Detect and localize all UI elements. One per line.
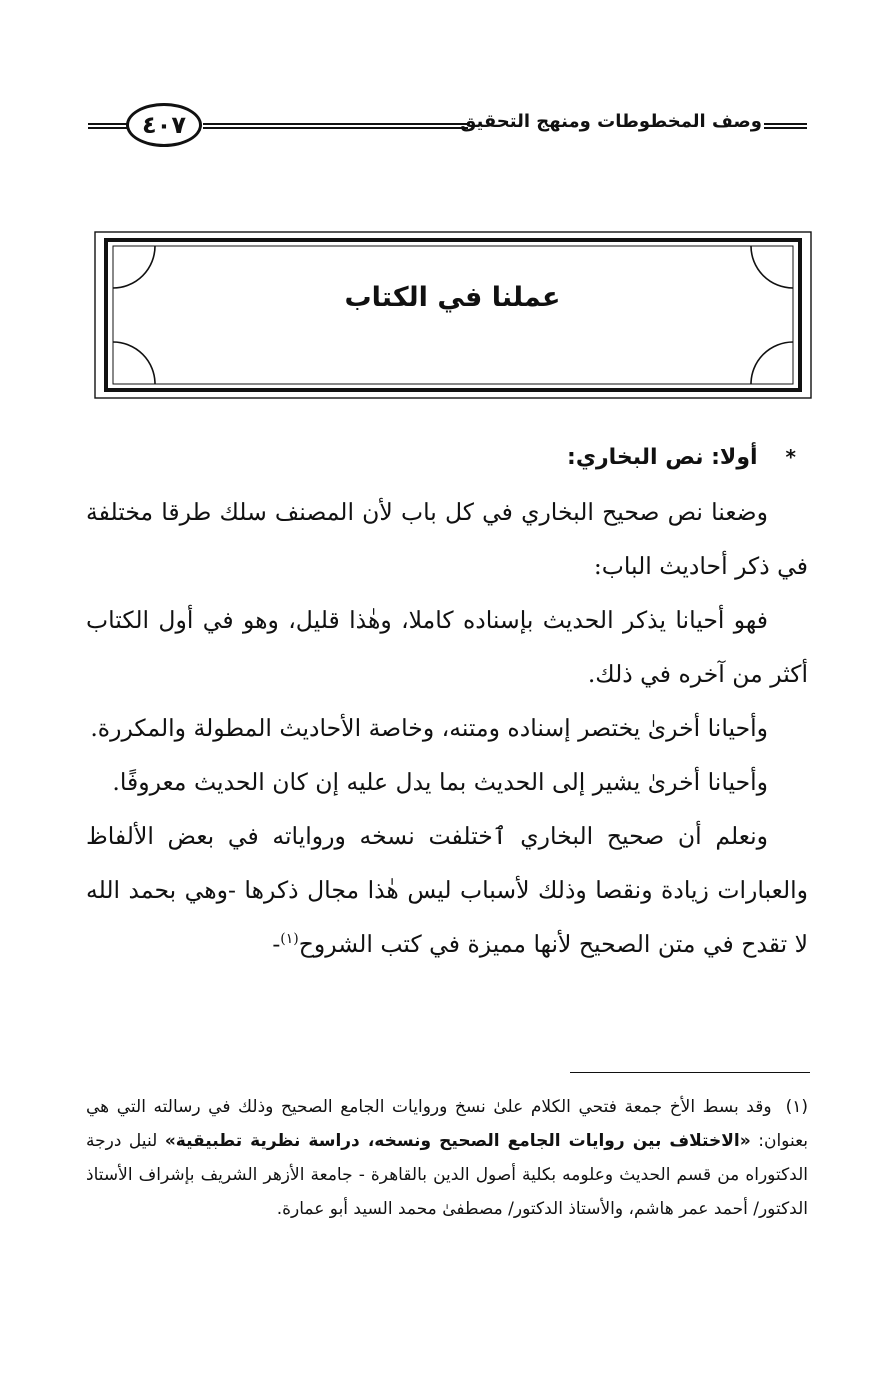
footnote-separator (570, 1072, 810, 1073)
body-text (86, 430, 808, 971)
page-number: ٤٠٧ (142, 111, 186, 139)
running-title: وصف المخطوطات ومنهج التحقيق (460, 111, 762, 132)
footnote (86, 1090, 808, 1226)
page-number-oval (126, 103, 202, 147)
footnote-bold-title: «الاختلاف بين روايات الجامع الصحيح ونسخه، دراسة نظرية تطبيقية» (164, 1131, 751, 1151)
subheading (86, 430, 808, 485)
paragraph-3: وأحيانا أخرىٰ يختصر إسناده ومتنه، وخاصة الأحاديث المطولة والمكررة. (90, 714, 768, 742)
paragraph-4: وأحيانا أخرىٰ يشير إلى الحديث بما يدل عليه إن كان الحديث معروفًا. (112, 768, 768, 796)
footnote-text-1: وقد بسط الأخ جمعة فتحي الكلام علىٰ نسخ وروايات الجامع الصحيح وذلك في رسالته التي هي بعنوان: (86, 1097, 809, 1151)
header-rule-middle (203, 123, 468, 129)
star-marker: * (785, 445, 796, 469)
paragraph-5 (86, 809, 808, 971)
header-rule-left (88, 123, 128, 129)
subheading-text: أولا: نص البخاري: (567, 445, 758, 470)
paragraph-2: فهو أحيانا يذكر الحديث بإسناده كاملا، وهٰذا قليل، وهو في أول الكتاب أكثر من آخره في ذلك. (86, 606, 808, 688)
footnote-text-2: لنيل درجة الدكتوراه من قسم الحديث وعلومه بكلية أصول الدين بالقاهرة - جامعة الأزهر الشريف بإشراف الأستاذ الدكتور/ أحمد عمر هاشم، والأستاذ الدكتور/ مصطفىٰ محمد السيد أبو عمارة. (86, 1131, 808, 1219)
paragraph-1: وضعنا نص صحيح البخاري في كل باب لأن المصنف سلك طرقا مختلفة في ذكر أحاديث الباب: (86, 498, 808, 580)
header-rule-right (764, 123, 807, 129)
page-header (0, 0, 873, 160)
footnote-number: (١) (785, 1097, 808, 1117)
paragraph-5-text: ونعلم أن صحيح البخاري ٱختلفت نسخه ورواياته في بعض الألفاظ والعبارات زيادة ونقصا وذلك لأسباب ليس هٰذا مجال ذكرها -وهي بحمد الله لا تقدح في متن الصحيح لأنها مميزة في كتب الشروح (86, 822, 808, 958)
paragraph-5-tail: - (272, 930, 281, 958)
section-title: عملنا في الكتاب (344, 282, 561, 313)
title-frame (93, 230, 813, 400)
footnote-reference: (١) (280, 931, 299, 948)
